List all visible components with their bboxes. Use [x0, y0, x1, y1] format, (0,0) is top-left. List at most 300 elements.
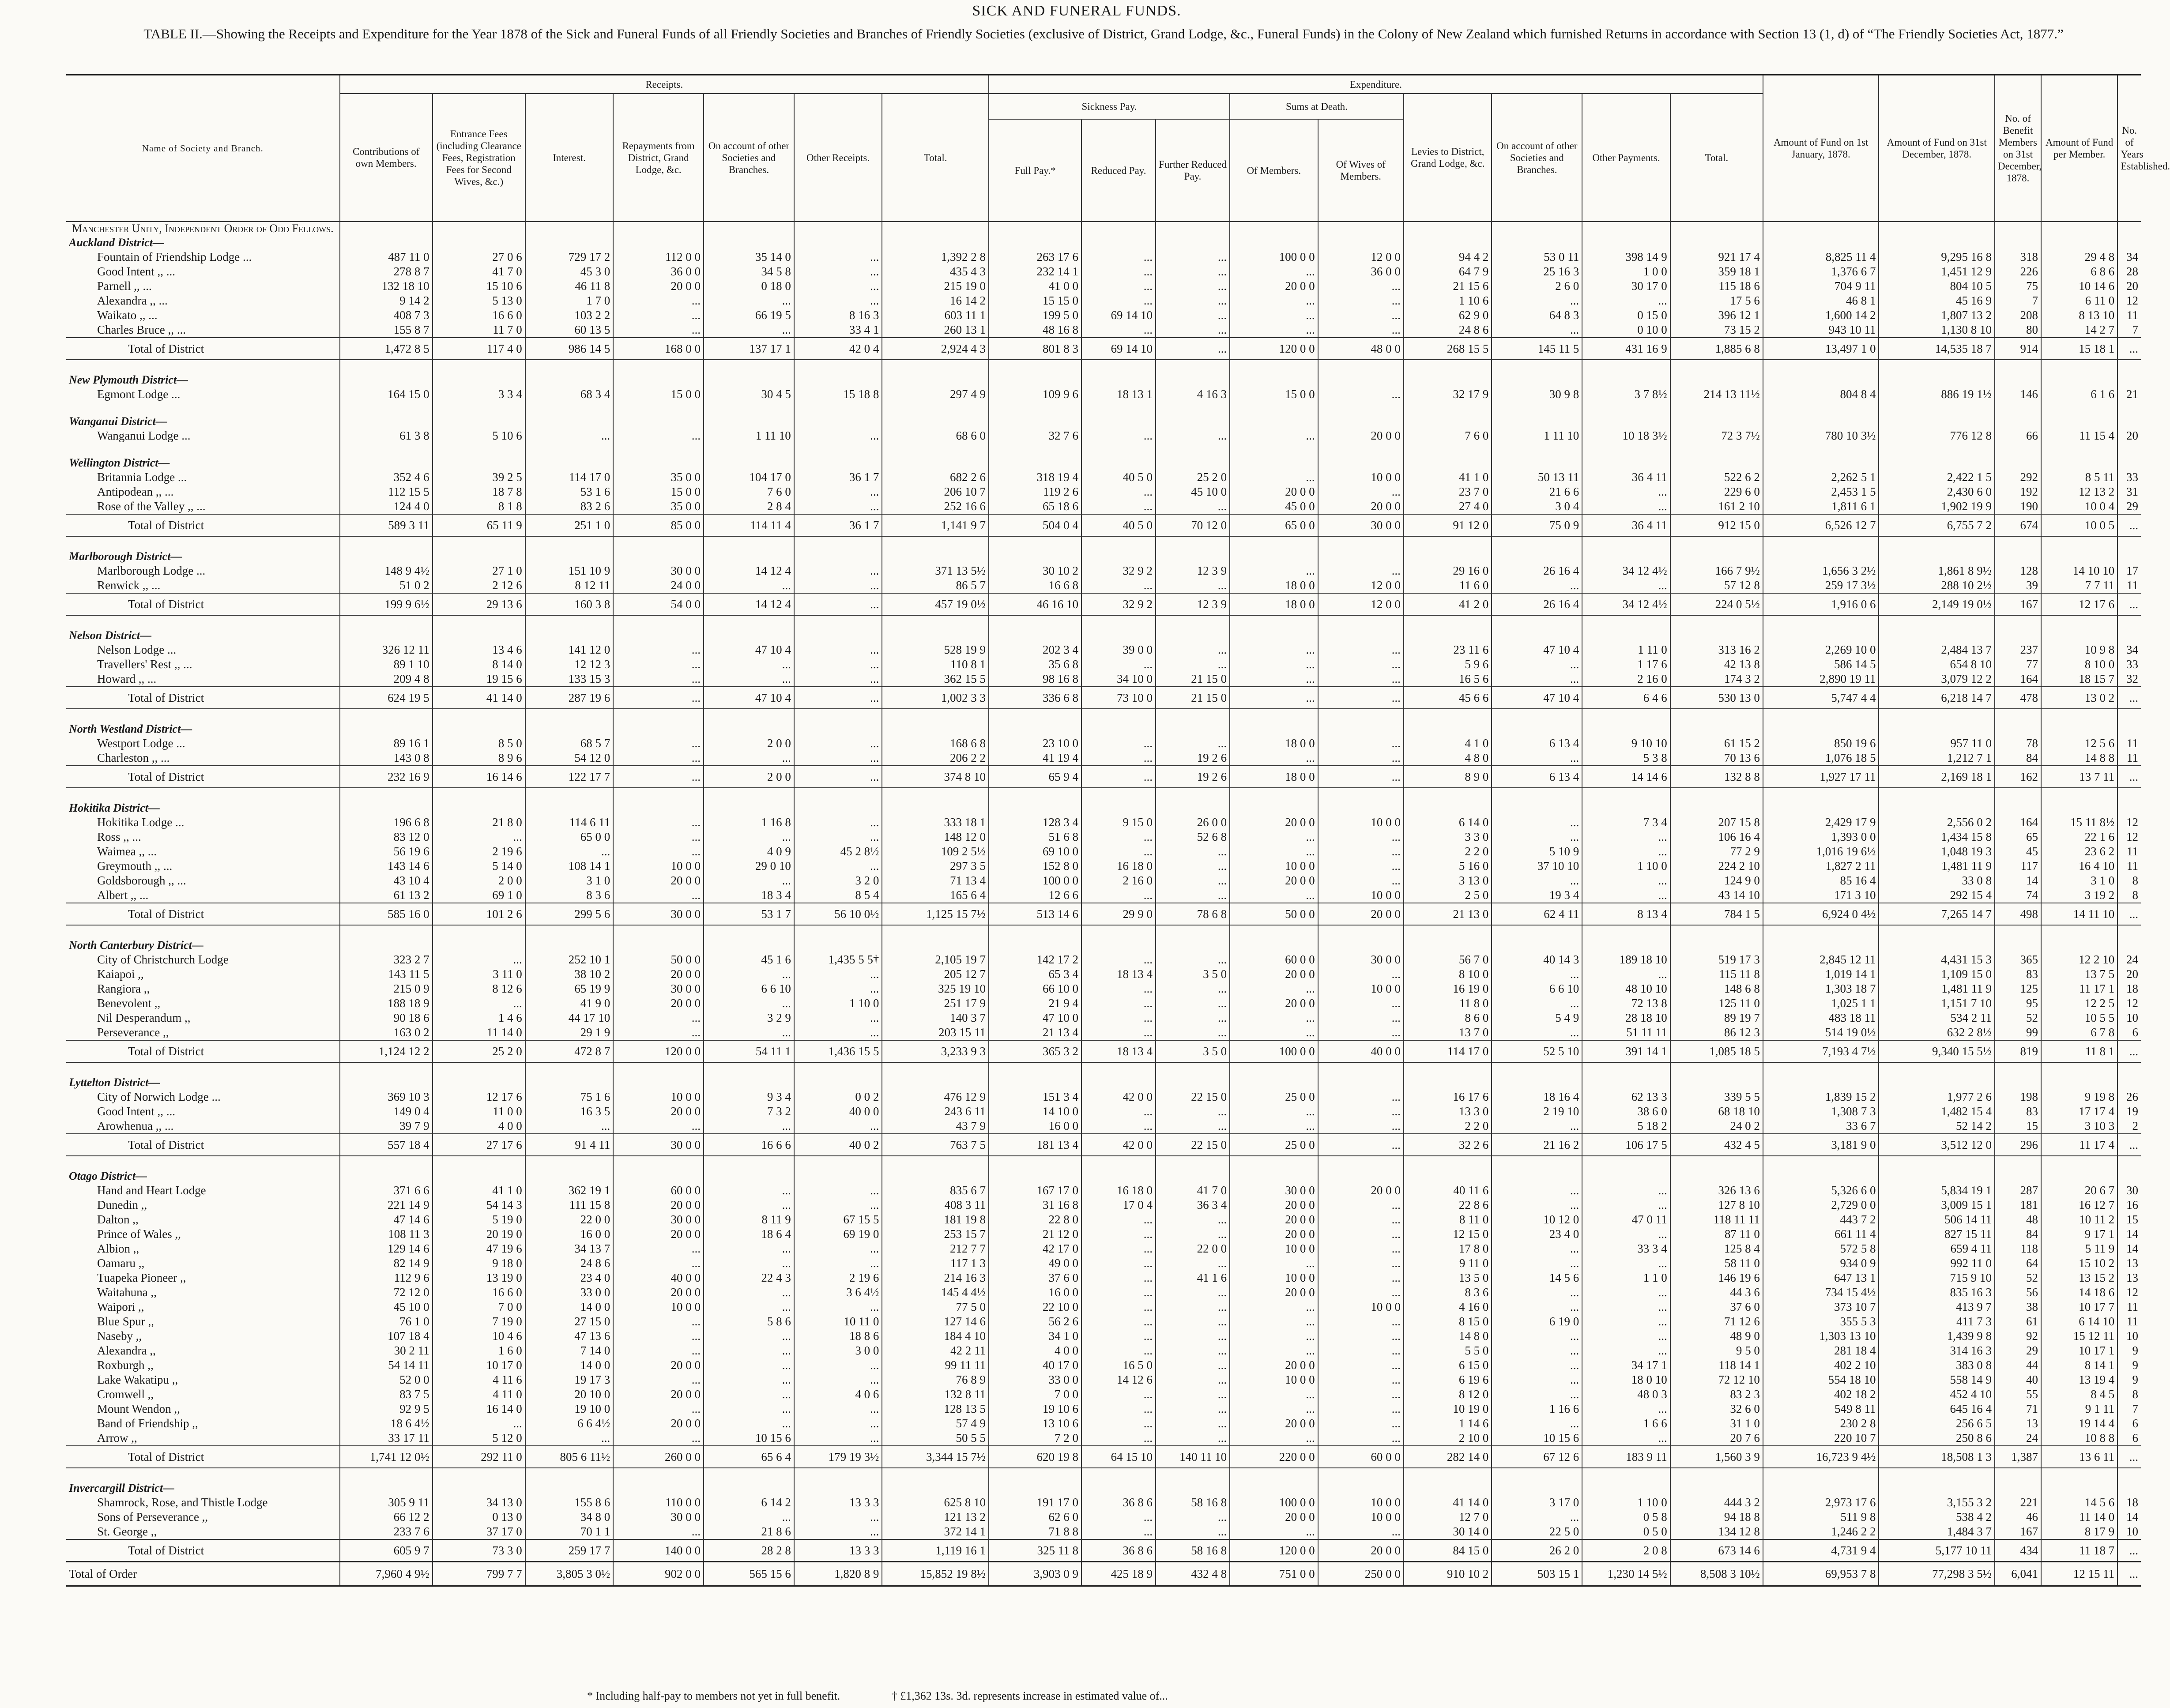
cell-value: 36 4 11	[1582, 470, 1670, 485]
cell-value	[1156, 372, 1230, 387]
table-row	[66, 1314, 2141, 1329]
cell-value: 62 13 3	[1582, 1090, 1670, 1104]
cell-value: 10 17 0	[433, 1358, 525, 1373]
cell-value	[2117, 801, 2141, 815]
cell-value: 3 2 0	[794, 873, 882, 888]
cell-value: ...	[1081, 751, 1156, 766]
cell-value: 20 0 0	[613, 1285, 704, 1300]
cell-value: 120 0 0	[613, 1040, 704, 1062]
cell-value: 66	[1995, 429, 2041, 443]
cell-value: 1,916 0 6	[1763, 593, 1879, 615]
cell-value	[1995, 1481, 2041, 1495]
cell-value: 8 4 5	[2041, 1387, 2117, 1402]
cell-value: 40 14 3	[1492, 952, 1582, 967]
cell-value	[1318, 536, 1404, 549]
ledger-table	[66, 74, 2170, 1587]
col-other-payments: Other Payments.	[1582, 94, 1670, 222]
cell-value: 1,303 18 7	[1763, 982, 1879, 996]
cell-value: 16 0 0	[525, 1227, 614, 1241]
cell-value: 14 14 6	[1582, 766, 1670, 788]
cell-value: 19 15 6	[433, 672, 525, 687]
cell-value: 408 7 3	[340, 308, 433, 323]
cell-value: 19 2 6	[1156, 766, 1230, 788]
cell-value	[1230, 709, 1318, 722]
cell-value: 572 5 8	[1763, 1241, 1879, 1256]
cell-value: ...	[1492, 751, 1582, 766]
cell-value: 1,141 9 7	[882, 514, 989, 536]
col-entrance-fees: Entrance Fees (including Clearance Fees, Registration Fees for Second Wives, &c.)	[433, 94, 525, 222]
cell-value: 1,820 8 9	[794, 1562, 882, 1586]
cell-value: ...	[1156, 982, 1230, 996]
cell-value	[525, 709, 614, 722]
cell-value: 8 15 0	[1404, 1314, 1492, 1329]
cell-value: 1,303 13 10	[1763, 1329, 1879, 1343]
cell-value	[613, 722, 704, 736]
cell-value: 243 6 11	[882, 1104, 989, 1119]
cell-value	[794, 443, 882, 455]
cell-value: ...	[704, 1373, 794, 1387]
cell-value: 6 6 10	[704, 982, 794, 996]
cell-value: 45	[1995, 844, 2041, 859]
cell-value	[613, 801, 704, 815]
cell-value: ...	[1582, 844, 1670, 859]
cell-value: 17 0 4	[1081, 1198, 1156, 1212]
row-label: Rangiora ,,	[97, 982, 150, 995]
row-label	[66, 536, 340, 549]
cell-value	[2117, 235, 2141, 250]
cell-value: 5 4 9	[1492, 1011, 1582, 1025]
cell-value: 34	[2117, 250, 2141, 264]
cell-value: ...	[794, 657, 882, 672]
cell-value: 34 12 4½	[1582, 564, 1670, 578]
cell-value: 100 0 0	[989, 873, 1081, 888]
cell-value	[1318, 372, 1404, 387]
cell-value	[1670, 709, 1763, 722]
cell-value: 100 0 0	[1230, 250, 1318, 264]
cell-value: 5 10 6	[433, 429, 525, 443]
cell-value: ...	[1156, 1227, 1230, 1241]
cell-value	[1081, 709, 1156, 722]
cell-value: ...	[1156, 1373, 1230, 1387]
cell-value: 23 4 0	[525, 1271, 614, 1285]
cell-value: ...	[1156, 264, 1230, 279]
row-label: Prince of Wales ,,	[97, 1227, 181, 1241]
cell-value: 1,048 19 3	[1879, 844, 1995, 859]
cell-value: ...	[613, 643, 704, 657]
cell-value	[1763, 722, 1879, 736]
cell-value: 506 14 11	[1879, 1212, 1995, 1227]
cell-value: ...	[1156, 1387, 1230, 1402]
cell-value: 127 8 10	[1670, 1198, 1763, 1212]
cell-value: 35 0 0	[613, 470, 704, 485]
cell-value: 91 4 11	[525, 1134, 614, 1156]
cell-value: 215 19 0	[882, 279, 989, 293]
cell-value: 2,890 19 11	[1763, 672, 1879, 687]
cell-value: 12	[2117, 815, 2141, 830]
cell-value: 48 10 10	[1582, 982, 1670, 996]
row-label: Greymouth ,, ...	[97, 859, 173, 873]
cell-value	[1156, 360, 1230, 372]
cell-value	[2117, 1481, 2141, 1495]
cell-value	[1318, 414, 1404, 429]
cell-value: ...	[1318, 996, 1404, 1011]
cell-value: 6 19 0	[1492, 1314, 1582, 1329]
col-on-account-receipts: On account of other Societies and Branches.	[704, 94, 794, 222]
cell-value: ...	[794, 687, 882, 709]
cell-value: ...	[794, 1241, 882, 1256]
cell-value	[1230, 360, 1318, 372]
cell-value: 4 16 0	[1404, 1300, 1492, 1314]
row-label: Invercargill District—	[69, 1482, 175, 1494]
cell-value	[2117, 222, 2141, 235]
cell-value: 84 15 0	[1404, 1539, 1492, 1562]
cell-value	[340, 402, 433, 414]
row-label: Total of District	[66, 1134, 340, 1156]
cell-value: 586 14 5	[1763, 657, 1879, 672]
cell-value: 69 1 0	[433, 888, 525, 903]
cell-value	[1492, 1062, 1582, 1075]
cell-value: ...	[704, 751, 794, 766]
cell-value	[704, 414, 794, 429]
cell-value: ...	[1318, 485, 1404, 499]
cell-value: ...	[1081, 1329, 1156, 1343]
cell-value: 253 15 7	[882, 1227, 989, 1241]
cell-value	[2041, 1075, 2117, 1090]
cell-value: 39 0 0	[1081, 643, 1156, 657]
cell-value: 4,731 9 4	[1763, 1539, 1879, 1562]
cell-value: 554 18 10	[1763, 1373, 1879, 1387]
cell-value: 214 16 3	[882, 1271, 989, 1285]
cell-value: 22 4 3	[704, 1271, 794, 1285]
cell-value	[1670, 360, 1763, 372]
cell-value: ...	[1492, 815, 1582, 830]
col-fund-per-member: Amount of Fund per Member.	[2041, 75, 2117, 222]
cell-value: 1 0 0	[1582, 264, 1670, 279]
cell-value: ...	[1081, 1025, 1156, 1040]
cell-value: 209 4 8	[340, 672, 433, 687]
row-label: Parnell ,, ...	[97, 279, 152, 293]
cell-value	[794, 1062, 882, 1075]
cell-value: ...	[1318, 1271, 1404, 1285]
cell-value: 2 19 6	[433, 844, 525, 859]
row-label: Total of District	[66, 1040, 340, 1062]
cell-value: 168 0 0	[613, 338, 704, 360]
cell-value	[1582, 1468, 1670, 1481]
cell-value: 40 0 2	[794, 1134, 882, 1156]
cell-value: 1 10 6	[1404, 293, 1492, 308]
cell-value	[2117, 1062, 2141, 1075]
col-name: Name of Society and Branch.	[66, 75, 340, 222]
cell-value: ...	[1318, 687, 1404, 709]
cell-value: 10 0 0	[613, 1300, 704, 1314]
cell-value: ...	[794, 766, 882, 788]
cell-value: ...	[1081, 844, 1156, 859]
cell-value	[989, 1156, 1081, 1169]
cell-value: 835 16 3	[1879, 1285, 1995, 1300]
cell-value	[1081, 1169, 1156, 1183]
cell-value: 168 6 8	[882, 736, 989, 751]
cell-value: 60 13 5	[525, 323, 614, 338]
row-label: Total of District	[66, 687, 340, 709]
cell-value: 934 0 9	[1763, 1256, 1879, 1271]
cell-value: 12 7 0	[1404, 1510, 1492, 1524]
cell-value: 30 0 0	[1318, 952, 1404, 967]
cell-value: 101 2 6	[433, 903, 525, 925]
cell-value: 287	[1995, 1183, 2041, 1198]
row-label: Antipodean ,, ...	[97, 485, 174, 498]
cell-value	[1763, 443, 1879, 455]
cell-value	[1582, 709, 1670, 722]
cell-value: 2,422 1 5	[1879, 470, 1995, 485]
cell-value	[1404, 1481, 1492, 1495]
row-label: Egmont Lodge ...	[97, 387, 181, 401]
table-row	[66, 643, 2141, 657]
cell-value	[1670, 1075, 1763, 1090]
cell-value	[1230, 615, 1318, 628]
cell-value: 29 13 6	[433, 593, 525, 615]
cell-value: ...	[1230, 429, 1318, 443]
cell-value: ...	[704, 293, 794, 308]
cell-value	[2117, 709, 2141, 722]
cell-value: ...	[613, 657, 704, 672]
cell-value: 18 0 0	[1230, 736, 1318, 751]
cell-value: 47 10 4	[704, 687, 794, 709]
cell-value: ...	[1230, 1524, 1318, 1539]
cell-value: 8	[2117, 888, 2141, 903]
cell-value	[525, 1169, 614, 1183]
cell-value: 20 0 0	[1230, 967, 1318, 982]
row-label	[66, 615, 340, 628]
cell-value: 13 15 2	[2041, 1271, 2117, 1285]
cell-value: 14 5 6	[2041, 1495, 2117, 1510]
cell-value: 661 11 4	[1763, 1227, 1879, 1241]
cell-value: ...	[1492, 1025, 1582, 1040]
cell-value: 534 2 11	[1879, 1011, 1995, 1025]
row-label: Good Intent ,, ...	[97, 265, 175, 278]
cell-value	[2041, 536, 2117, 549]
cell-value	[882, 615, 989, 628]
cell-value: 2 0 0	[433, 873, 525, 888]
cell-value	[1404, 455, 1492, 470]
cell-value: ...	[794, 643, 882, 657]
cell-value: 20 0 0	[613, 1198, 704, 1212]
cell-value: 31	[2117, 485, 2141, 499]
district-total-row	[66, 1446, 2141, 1468]
cell-value: ...	[1318, 1011, 1404, 1025]
col-repayments: Repayments from District, Grand Lodge, &c.	[613, 94, 704, 222]
cell-value: ...	[704, 967, 794, 982]
cell-value	[1763, 235, 1879, 250]
cell-value	[1318, 925, 1404, 938]
cell-value: 943 10 11	[1763, 323, 1879, 338]
cell-value: 8 16 3	[794, 308, 882, 323]
district-heading-row	[66, 235, 2141, 250]
cell-value: 16 5 0	[1081, 1358, 1156, 1373]
cell-value: 585 16 0	[340, 903, 433, 925]
cell-value: ...	[1492, 1329, 1582, 1343]
cell-value: 18 0 0	[1230, 578, 1318, 593]
cell-value: 1,902 19 9	[1879, 499, 1995, 514]
cell-value	[2041, 1169, 2117, 1183]
cell-value	[340, 1468, 433, 1481]
cell-value: ...	[1081, 293, 1156, 308]
cell-value	[1156, 455, 1230, 470]
cell-value	[1670, 801, 1763, 815]
cell-value: ...	[1156, 844, 1230, 859]
cell-value: ...	[613, 1402, 704, 1416]
cell-value: 1,109 15 0	[1879, 967, 1995, 982]
cell-value: 13 6 11	[2041, 1446, 2117, 1468]
table-row	[66, 1256, 2141, 1271]
cell-value	[433, 360, 525, 372]
cell-value: 69 14 10	[1081, 338, 1156, 360]
cell-value: 226	[1995, 264, 2041, 279]
cell-value	[989, 788, 1081, 801]
cell-value: 12 17 6	[433, 1090, 525, 1104]
cell-value: ...	[794, 672, 882, 687]
cell-value	[1081, 788, 1156, 801]
cell-value: ...	[2117, 766, 2141, 788]
cell-value: 34 12 4½	[1582, 593, 1670, 615]
cell-value	[525, 235, 614, 250]
cell-value: 41 1 6	[1156, 1271, 1230, 1285]
cell-value: 38	[1995, 1300, 2041, 1314]
cell-value: 12 15 0	[1404, 1227, 1492, 1241]
cell-value: 2 16 0	[1582, 672, 1670, 687]
cell-value: 3,903 0 9	[989, 1562, 1081, 1586]
cell-value: 0 18 0	[704, 279, 794, 293]
cell-value	[1763, 1468, 1879, 1481]
cell-value: 10 0 5	[2041, 514, 2117, 536]
cell-value: 16 0 0	[989, 1119, 1081, 1134]
cell-value: 124 4 0	[340, 499, 433, 514]
row-label	[66, 1156, 340, 1169]
cell-value: ...	[1318, 672, 1404, 687]
cell-value: 21 12 0	[989, 1227, 1081, 1241]
cell-value: ...	[1156, 338, 1230, 360]
cell-value: 3 0 4	[1492, 499, 1582, 514]
table-row	[66, 250, 2141, 264]
cell-value: ...	[1492, 873, 1582, 888]
cell-value: 1,811 6 1	[1763, 499, 1879, 514]
cell-value: 2 0 0	[704, 766, 794, 788]
cell-value	[340, 549, 433, 564]
cell-value: 107 18 4	[340, 1329, 433, 1343]
table-row	[66, 293, 2141, 308]
cell-value: 66 19 5	[704, 308, 794, 323]
cell-value: 114 17 0	[1404, 1040, 1492, 1062]
cell-value: 27 17 6	[433, 1134, 525, 1156]
cell-value: 365 3 2	[989, 1040, 1081, 1062]
cell-value: 1 1 0	[1582, 1271, 1670, 1285]
cell-value	[882, 925, 989, 938]
cell-value: 18 13 4	[1081, 967, 1156, 982]
cell-value: ...	[613, 1025, 704, 1040]
cell-value: ...	[1081, 657, 1156, 672]
col-reduced-pay: Reduced Pay.	[1081, 119, 1156, 222]
cell-value: ...	[613, 844, 704, 859]
cell-value	[1230, 722, 1318, 736]
cell-value: 850 19 6	[1763, 736, 1879, 751]
cell-value: 2 10 0	[1404, 1431, 1492, 1446]
cell-value: 12 13 2	[2041, 485, 2117, 499]
cell-value: 9	[2117, 1373, 2141, 1387]
cell-value: 29 1 9	[525, 1025, 614, 1040]
row-label: Total of District	[66, 338, 340, 360]
cell-value	[704, 709, 794, 722]
cell-value: 3 5 0	[1156, 967, 1230, 982]
cell-value: ...	[1230, 470, 1318, 485]
cell-value: ...	[1081, 1271, 1156, 1285]
cell-value	[1995, 402, 2041, 414]
cell-value: 40 5 0	[1081, 514, 1156, 536]
cell-value: 2,149 19 0½	[1879, 593, 1995, 615]
cell-value: 20 0 0	[1230, 873, 1318, 888]
cell-value: ...	[1318, 1431, 1404, 1446]
cell-value: 325 19 10	[882, 982, 989, 996]
cell-value: 141 12 0	[525, 643, 614, 657]
cell-value	[704, 1169, 794, 1183]
cell-value: 77	[1995, 657, 2041, 672]
cell-value	[1763, 549, 1879, 564]
cell-value	[794, 235, 882, 250]
cell-value: 36 8 6	[1081, 1539, 1156, 1562]
cell-value: 9	[2117, 1358, 2141, 1373]
cell-value: 47 10 4	[1492, 643, 1582, 657]
cell-value: 373 10 7	[1763, 1300, 1879, 1314]
cell-value: 5 9 6	[1404, 657, 1492, 672]
cell-value: 15,852 19 8½	[882, 1562, 989, 1586]
cell-value: 10 11 2	[2041, 1212, 2117, 1227]
cell-value: 191 17 0	[989, 1495, 1081, 1510]
cell-value: 659 4 11	[1879, 1241, 1995, 1256]
cell-value: 260 0 0	[613, 1446, 704, 1468]
cell-value	[525, 801, 614, 815]
cell-value: 336 6 8	[989, 687, 1081, 709]
table-row	[66, 1358, 2141, 1373]
cell-value: 565 15 6	[704, 1562, 794, 1586]
cell-value: 28 2 8	[704, 1539, 794, 1562]
cell-value: 24	[1995, 1431, 2041, 1446]
cell-value: 34 17 1	[1582, 1358, 1670, 1373]
cell-value: 18 0 0	[1230, 766, 1318, 788]
cell-value	[2041, 222, 2117, 235]
cell-value: 19 10 6	[989, 1402, 1081, 1416]
cell-value: ...	[2117, 687, 2141, 709]
cell-value: ...	[1492, 1183, 1582, 1198]
cell-value: 251 17 9	[882, 996, 989, 1011]
cell-value	[525, 402, 614, 414]
cell-value	[340, 536, 433, 549]
cell-value: ...	[1156, 1524, 1230, 1539]
cell-value: ...	[1582, 1227, 1670, 1241]
cell-value: 14	[2117, 1241, 2141, 1256]
cell-value	[1670, 628, 1763, 643]
cell-value: 16 6 8	[989, 578, 1081, 593]
cell-value	[1492, 455, 1582, 470]
cell-value: 457 19 0½	[882, 593, 989, 615]
cell-value: ...	[1582, 888, 1670, 903]
cell-value	[340, 1062, 433, 1075]
cell-value	[989, 536, 1081, 549]
col-full-pay: Full Pay.*	[989, 119, 1081, 222]
cell-value	[613, 925, 704, 938]
cell-value: 7	[2117, 323, 2141, 338]
cell-value: 476 12 9	[882, 1090, 989, 1104]
cell-value: 34	[2117, 643, 2141, 657]
cell-value: 16 18 0	[1081, 1183, 1156, 1198]
cell-value: 20 0 0	[613, 873, 704, 888]
